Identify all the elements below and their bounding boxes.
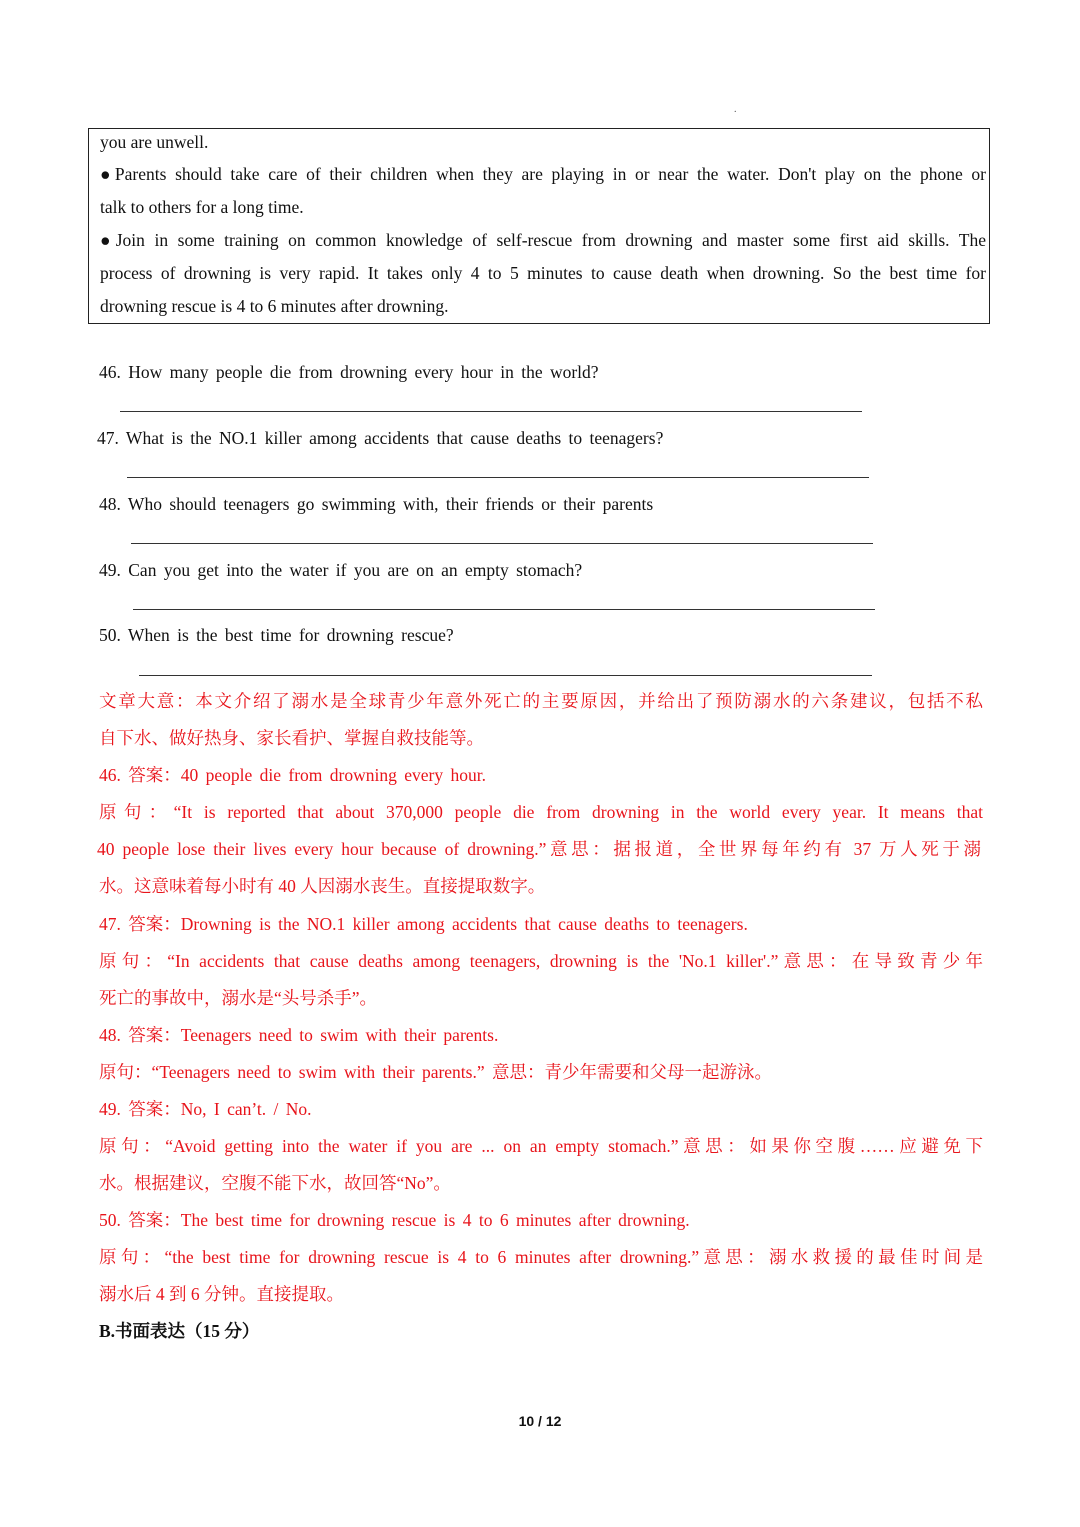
answer-line-50[interactable] bbox=[139, 675, 872, 676]
passage-line: talk to others for a long time. bbox=[100, 197, 304, 217]
source-50: 原句：“the best time for drowning rescue is 4 to 6 minutes after drowning.”意思：溺水救援的最佳时间是 bbox=[99, 1247, 983, 1267]
passage-line: process of drowning is very rapid. It takes only 4 to 5 minutes to cause death when drowning. So the best time for bbox=[100, 263, 986, 283]
passage-line: ●Join in some training on common knowledge of self-rescue from drowning and master some first aid skills. The bbox=[100, 230, 986, 250]
answer-line-47[interactable] bbox=[127, 477, 869, 478]
source-46: 40 people lose their lives every hour because of drowning.”意思：据报道，全世界每年约有 37 万人死于溺 bbox=[97, 839, 981, 859]
source-50: 溺水后 4 到 6 分钟。直接提取。 bbox=[99, 1284, 344, 1304]
source-49: 水。根据建议，空腹不能下水，故回答“No”。 bbox=[99, 1173, 451, 1193]
source-47: 原句：“In accidents that cause deaths among teenagers, drowning is the 'No.1 killer'.”意思：在导致青少年 bbox=[99, 951, 983, 971]
top-mark: . bbox=[734, 104, 737, 115]
page-number: 10 / 12 bbox=[518, 1413, 562, 1429]
answer-48: 48. 答案：Teenagers need to swim with their parents. bbox=[99, 1025, 499, 1045]
question-48: 48. Who should teenagers go swimming with, their friends or their parents bbox=[99, 494, 654, 514]
passage-box bbox=[88, 128, 990, 324]
source-46: 原句：“It is reported that about 370,000 people die from drowning in the world every year. It means that bbox=[99, 802, 983, 822]
source-49: 原句：“Avoid getting into the water if you are ... on an empty stomach.”意思：如果你空腹……应避免下 bbox=[99, 1136, 983, 1156]
summary-line: 自下水、做好热身、家长看护、掌握自救技能等。 bbox=[99, 728, 484, 748]
passage-line: ●Parents should take care of their children when they are playing in or near the water. Don't play on the phone or bbox=[100, 164, 986, 184]
passage-line: you are unwell. bbox=[100, 132, 209, 152]
answer-line-49[interactable] bbox=[133, 609, 875, 610]
question-47: 47. What is the NO.1 killer among accidents that cause deaths to teenagers? bbox=[97, 428, 664, 448]
source-48: 原句：“Teenagers need to swim with their parents.” 意思：青少年需要和父母一起游泳。 bbox=[99, 1062, 772, 1082]
answer-46: 46. 答案：40 people die from drowning every hour. bbox=[99, 765, 486, 785]
source-46: 水。这意味着每小时有 40 人因溺水丧生。直接提取数字。 bbox=[99, 876, 546, 896]
answer-50: 50. 答案：The best time for drowning rescue is 4 to 6 minutes after drowning. bbox=[99, 1210, 690, 1230]
answer-49: 49. 答案：No, I can’t. / No. bbox=[99, 1099, 312, 1119]
summary-line: 文章大意：本文介绍了溺水是全球青少年意外死亡的主要原因，并给出了预防溺水的六条建议，包括不私 bbox=[99, 691, 983, 711]
passage-line: drowning rescue is 4 to 6 minutes after drowning. bbox=[100, 296, 449, 316]
question-50: 50. When is the best time for drowning rescue? bbox=[99, 625, 454, 645]
section-heading: B.书面表达（15 分） bbox=[99, 1321, 260, 1341]
source-47: 死亡的事故中，溺水是“头号杀手”。 bbox=[99, 988, 378, 1008]
question-46: 46. How many people die from drowning every hour in the world? bbox=[99, 362, 599, 382]
answer-line-46[interactable] bbox=[120, 411, 862, 412]
question-49: 49. Can you get into the water if you are on an empty stomach? bbox=[99, 560, 583, 580]
answer-47: 47. 答案：Drowning is the NO.1 killer among accidents that cause deaths to teenagers. bbox=[99, 914, 748, 934]
answer-line-48[interactable] bbox=[131, 543, 873, 544]
